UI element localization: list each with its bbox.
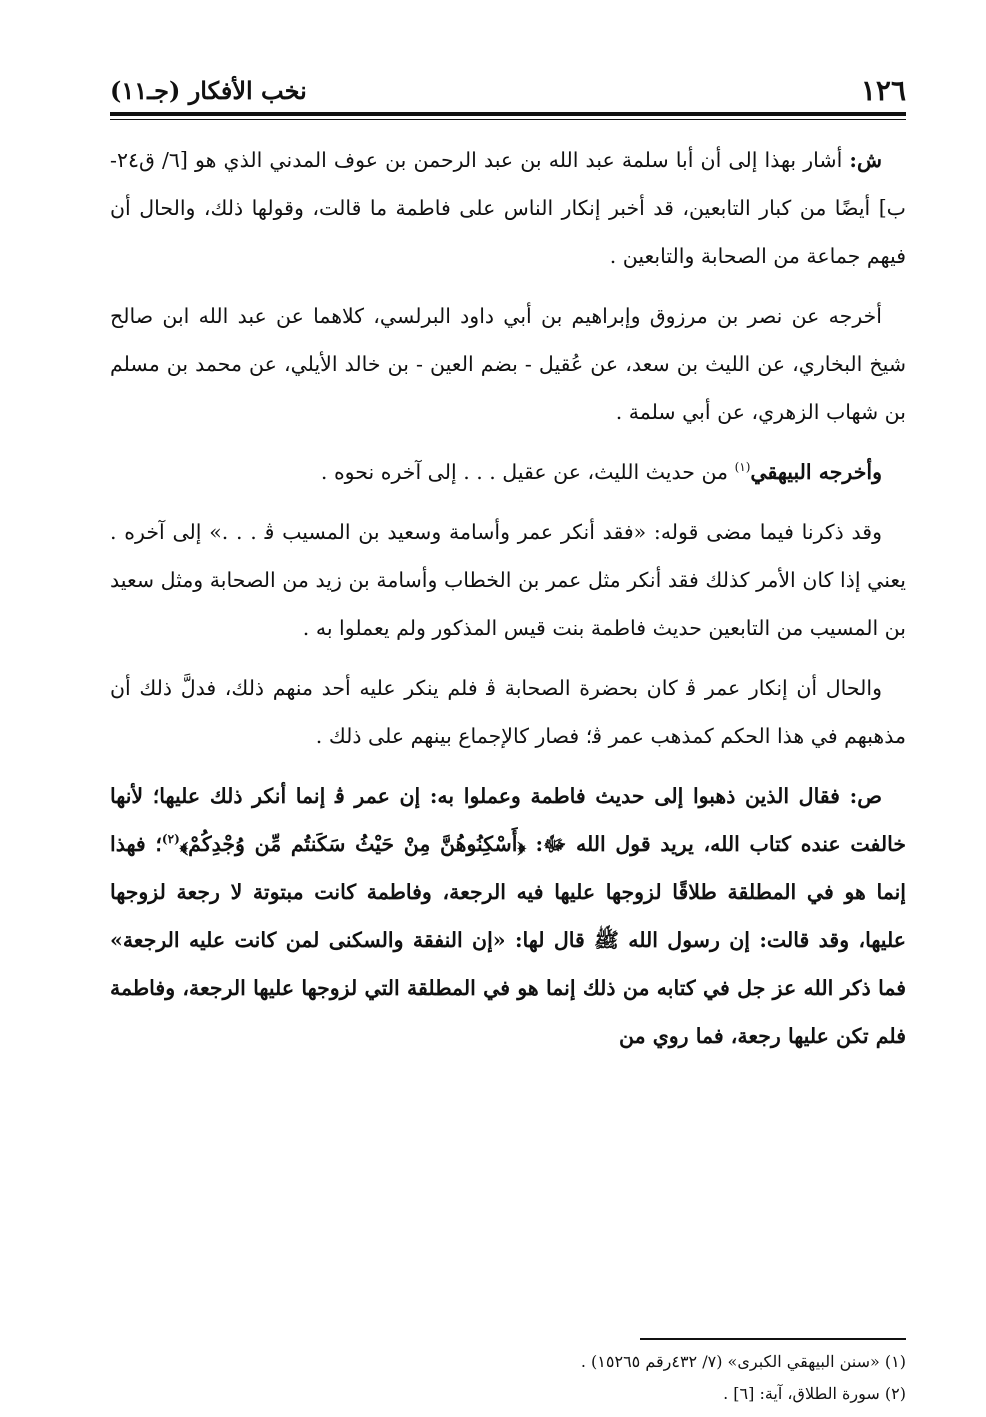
footnote-1: (١) «سنن البيهقي الكبرى» (٧/ ٤٣٢رقم ١٥٢٦٥) . — [580, 1352, 906, 1371]
main-text — [110, 136, 906, 1072]
paragraph-consensus — [110, 664, 906, 760]
matn-marker: ص: — [849, 784, 882, 808]
page-number: ١٢٦ — [860, 73, 906, 107]
footnote-separator — [640, 1338, 906, 1340]
paragraph-takhrij — [110, 292, 906, 436]
quran-verse: ﴿أَسْكِنُوهُنَّ مِنْ حَيْثُ سَكَنتُم مِّن وُجْدِكُمْ﴾ — [179, 832, 526, 856]
paragraph-text: والحال أن إنكار عمر ﭬ كان بحضرة الصحابة ﭬ فلم ينكر عليه أحد منهم ذلك، فدلَّ ذلك أن مذهبهم في هذا الحكم كمذهب عمر ﭬ؛ فصار كالإجماع بينهم على ذلك . — [110, 676, 906, 748]
footnotes — [110, 1346, 906, 1410]
commentary-marker: ش: — [849, 148, 882, 172]
bayhaqi-lead: وأخرجه البيهقي — [750, 460, 882, 484]
header-rule-thin — [110, 119, 906, 120]
running-title: نخب الأفكار (جـ١١) — [110, 75, 307, 105]
paragraph-commentary-1 — [110, 136, 906, 280]
footnote-ref-1[interactable]: (١) — [734, 460, 751, 475]
paragraph-text: أخرجه عن نصر بن مرزوق وإبراهيم بن أبي داود البرلسي، كلاهما عن عبد الله ابن صالح شيخ البخاري، عن الليث بن سعد، عن عُقيل - بضم العين - بن خالد الأيلي، عن محمد بن مسلم بن شهاب الزهري، عن أبي سلمة . — [110, 304, 906, 424]
paragraph-bayhaqi — [110, 448, 906, 496]
paragraph-text: فقال الذين ذهبوا إلى حديث فاطمة وعملوا به: إن عمر ﭬ إنما أنكر ذلك عليها؛ لأنها خالفت عنده كتاب الله، يريد قول الله ﷻ: — [110, 784, 906, 856]
paragraph-text: أشار بهذا إلى أن أبا سلمة عبد الله بن عبد الرحمن بن عوف المدني الذي هو [٦/ ق٢٤-ب] أيضًا من كبار التابعين، قد أخبر إنكار الناس على فاطمة ما قالت، وقولها ذلك، والحال أن فيهم جماعة من الصحابة والتابعين . — [110, 148, 906, 268]
header-rule-thick — [110, 112, 906, 116]
paragraph-matn — [110, 772, 906, 1060]
paragraph-text: ؛ فهذا إنما هو في المطلقة طلاقًا لزوجها عليها فيه الرجعة، وفاطمة كانت مبتوتة لا رجعة لزوجها عليها، وقد قالت: إن رسول الله ﷺ قال لها: «إن النفقة والسكنى لمن كانت عليه الرجعة» فما ذكر الله عز جل في كتابه من ذلك إنما هو في المطلقة التي لزوجها عليها الرجعة، وفاطمة فلم تكن عليها رجعة، فما روي من — [110, 832, 906, 1048]
page-header — [110, 72, 906, 108]
footnote-2: (٢) سورة الطلاق، آية: [٦] . — [723, 1384, 906, 1403]
paragraph-text: وقد ذكرنا فيما مضى قوله: «فقد أنكر عمر وأسامة وسعيد بن المسيب ﭬ . . .» إلى آخره . يعني إذا كان الأمر كذلك فقد أنكر مثل عمر بن الخطاب وأسامة بن زيد من الصحابة ومثل سعيد بن المسيب من التابعين حديث فاطمة بنت قيس المذكور ولم يعملوا به . — [110, 520, 906, 640]
paragraph-earlier-mention — [110, 508, 906, 652]
paragraph-text: من حديث الليث، عن عقيل . . . إلى آخره نحوه . — [320, 460, 735, 484]
footnote-ref-2[interactable]: (٢) — [161, 832, 180, 847]
